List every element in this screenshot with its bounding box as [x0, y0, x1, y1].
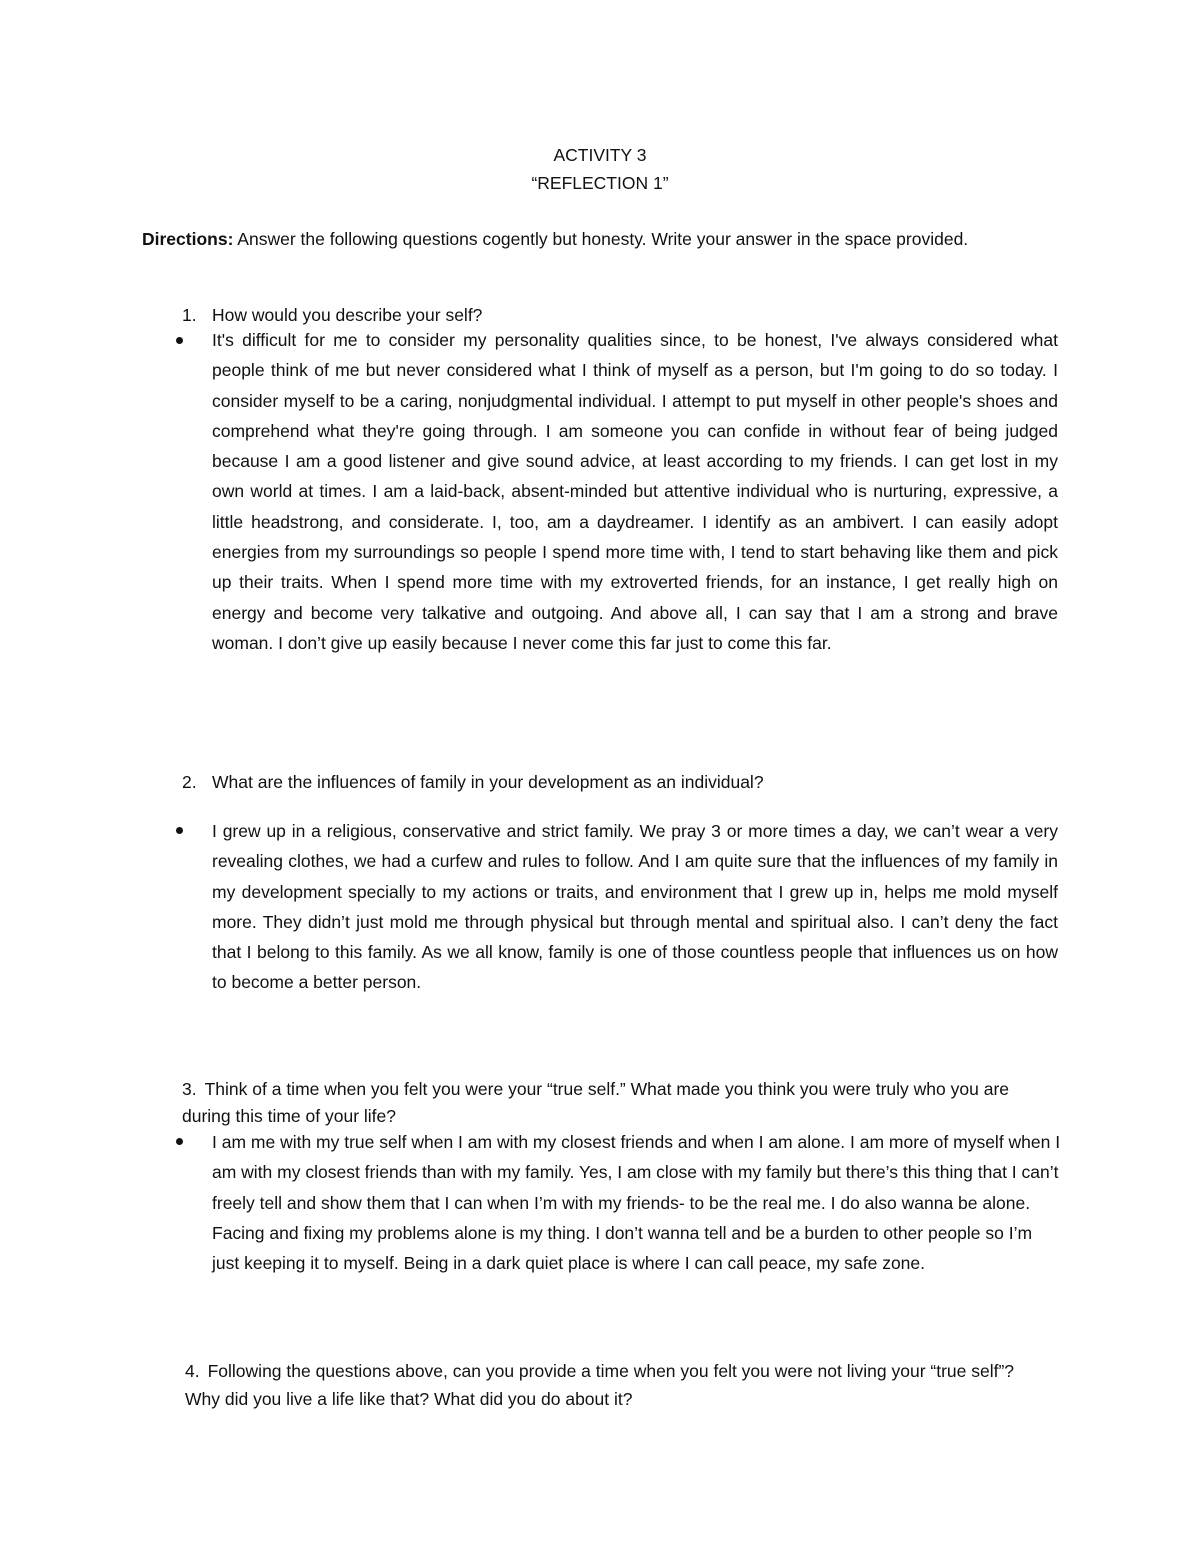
directions-text: Answer the following questions cogently but honesty. Write your answer in the space provided. [233, 229, 969, 249]
question-3 [182, 1076, 1022, 1130]
question-1-text: How would you describe your self? [212, 305, 483, 325]
directions-label: Directions: [142, 229, 234, 249]
question-4-number: 4. [185, 1361, 200, 1381]
question-3-text: Think of a time when you felt you were your “true self.” What made you think you were truly who you are during this time of your life? [182, 1079, 1010, 1126]
answer-1: It's difficult for me to consider my personality qualities since, to be honest, I've always considered what people think of me but never considered what I think of myself as a person, but I'm going to do so today. I consider myself to be a caring, nonjudgmental individual. I attempt to put myself in other people's shoes and comprehend what they're going through. I am someone you can confide in without fear of being judged because I am a good listener and give sound advice, at least according to my friends. I can get lost in my own world at times. I am a laid-back, absent-minded but attentive individual who is nurturing, expressive, a little headstrong, and considerate. I, too, am a daydreamer. I identify as an ambivert. I can easily adopt energies from my surroundings so people I spend more time with, I tend to start behaving like them and pick up their traits. When I spend more time with my extroverted friends, for an instance, I get really high on energy and become very talkative and outgoing. And above all, I can say that I am a strong and brave woman. I don’t give up easily because I never come this far just to come this far. [212, 330, 1058, 653]
directions-paragraph [142, 225, 1022, 253]
question-4 [185, 1357, 1035, 1413]
question-3-number: 3. [182, 1079, 197, 1099]
bullet-icon [176, 1138, 188, 1150]
bullet-icon [176, 827, 188, 839]
question-1-number: 1. [182, 305, 197, 325]
activity-title: ACTIVITY 3 [553, 145, 647, 165]
reflection-subtitle: “REFLECTION 1” [531, 173, 669, 193]
answer-3: I am me with my true self when I am with my closest friends and when I am alone. I am more of myself when I am with my closest friends than with my family. Yes, I am close with my family but there’s this thing that I can’t freely tell and show them that I can when I’m with my friends- to be the real me. I do also wanna be alone. Facing and fixing my problems alone is my thing. I don’t wanna tell and be a burden to other people so I’m just keeping it to myself. Being in a dark quiet place is where I can call peace, my safe zone. [212, 1132, 1061, 1274]
question-2-text: What are the influences of family in your development as an individual? [212, 772, 764, 792]
answer-2: I grew up in a religious, conservative and strict family. We pray 3 or more times a day, we can’t wear a very revealing clothes, we had a curfew and rules to follow. And I am quite sure that the influences of my family in my development specially to my actions or traits, and environment that I grew up in, helps me mold myself more. They didn’t just mold me through physical but through mental and spiritual also. I can’t deny the fact that I belong to this family. As we all know, family is one of those countless people that influences us on how to become a better person. [212, 821, 1058, 993]
question-4-text: Following the questions above, can you provide a time when you felt you were not living your “true self”? Why did you live a life like that? What did you do about it? [185, 1361, 1015, 1409]
question-2 [182, 768, 1052, 796]
bullet-icon [176, 337, 188, 349]
question-2-number: 2. [182, 772, 197, 792]
